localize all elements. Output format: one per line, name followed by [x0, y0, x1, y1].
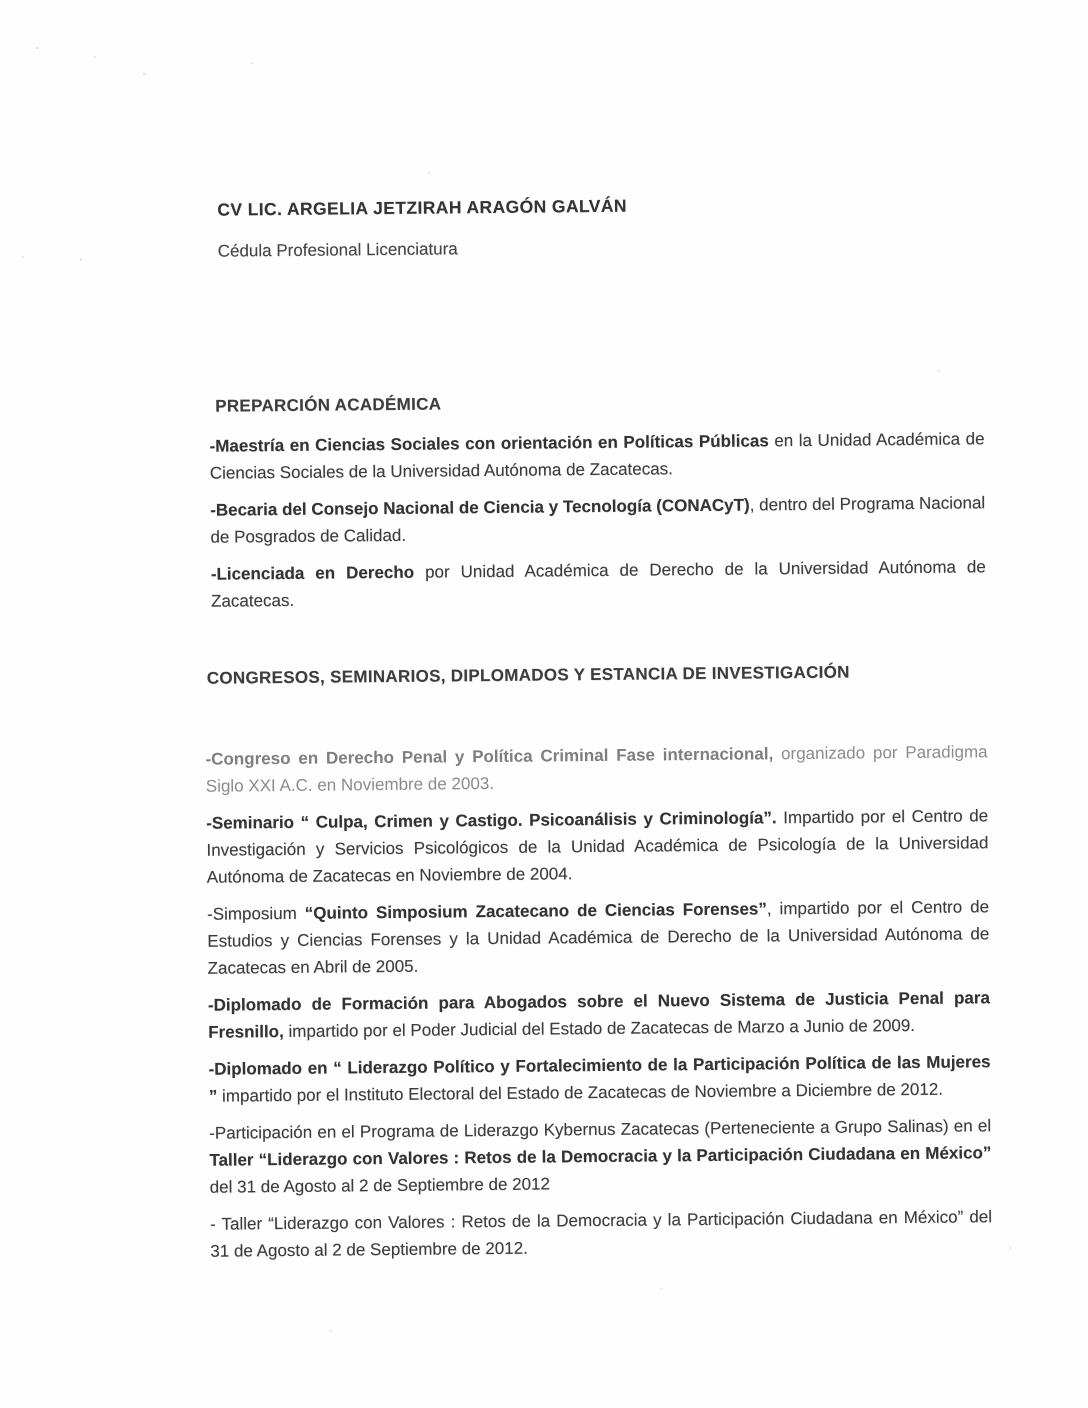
scan-speck — [660, 1288, 662, 1290]
paragraph-text: por Unidad Académica de Derecho de la Universidad Autónoma de Zacatecas. — [210, 557, 986, 611]
paragraph-text: en la Unidad Académica de Ciencias Sociales de la Universidad Autónoma de Zacatecas. — [209, 429, 985, 483]
paragraph-text: Impartido por el Centro de Investigación y Servicios Psicológicos de la Unidad Académica de Psicología de la Universidad Autónoma de Zacatecas en Noviembre de 2004. — [206, 806, 989, 887]
cv-content — [198, 0, 992, 1265]
paragraph-text: -Participación en el Programa de Liderazgo Kybernus Zacatecas (Perteneciente a Grupo Salinas) en el — [209, 1116, 992, 1143]
scan-speck — [36, 47, 39, 49]
scan-speck — [143, 73, 146, 75]
para-seminario — [206, 802, 989, 891]
paragraph-text: - Taller “Liderazgo con Valores : Retos de la Democracia y la Participación Ciudadana en México” del 31 de Agosto al 2 de Septiembre de 2012. — [209, 1207, 993, 1261]
paragraph-bold-text: -Seminario “ Culpa, Crimen y Castigo. Psicoanálisis y Criminología”. — [206, 808, 777, 833]
paragraph-bold-text: -Licenciada en Derecho — [210, 562, 415, 584]
paragraph-bold-text: -Maestría en Ciencias Sociales con orientación en Políticas Públicas — [209, 431, 769, 456]
para-diplomado-liderazgo — [208, 1048, 990, 1110]
scan-speck — [80, 258, 82, 261]
para-diplomado-formacion — [208, 984, 990, 1046]
cv-title: CV LIC. ARGELIA JETZIRAH ARAGÓN GALVÁN — [217, 195, 627, 220]
paragraph-bold-text: -Diplomado en “ Liderazgo Político y Fortalecimiento de la Participación Política de las Mujeres ” — [208, 1052, 991, 1106]
scan-speck — [22, 256, 24, 258]
para-becaria — [210, 489, 985, 550]
paragraph-bold-text: -Diplomado de Formación para Abogados sobre el Nuevo Sistema de Justicia Penal para Fresnillo, — [207, 988, 990, 1042]
scan-speck — [1009, 1247, 1011, 1249]
paragraph-text: , dentro del Programa Nacional de Posgrados de Calidad. — [210, 493, 986, 547]
paragraph-bold-text: -Becaria del Consejo Nacional de Ciencia y Tecnología (CONACyT) — [210, 495, 750, 520]
paragraph-text: organizado por Paradigma Siglo XXI A.C. en Noviembre de 2003. — [205, 742, 988, 796]
paragraph-bold-text: “Quinto Simposium Zacatecano de Ciencias Forenses” — [304, 899, 767, 923]
section-heading-congresos: CONGRESOS, SEMINARIOS, DIPLOMADOS Y ESTANCIA DE INVESTIGACIÓN — [206, 662, 850, 688]
paragraph-text: -Simposium — [206, 903, 305, 924]
para-simposium — [207, 893, 990, 982]
para-kybernus — [209, 1112, 992, 1201]
scan-speck — [330, 1330, 332, 1332]
cv-subtitle: Cédula Profesional Licenciatura — [217, 239, 458, 261]
paragraph-text: impartido por el Instituto Electoral del Estado de Zacatecas de Noviembre a Diciembre de 2012. — [217, 1079, 944, 1106]
paragraph-bold-text: -Congreso en Derecho Penal y Política Criminal Fase internacional, — [205, 744, 774, 769]
para-maestria — [209, 425, 984, 486]
para-congreso — [205, 738, 987, 800]
section-heading-preparacion-academica: PREPARCIÓN ACADÉMICA — [215, 394, 442, 416]
para-taller — [210, 1203, 992, 1265]
scan-speck — [94, 56, 96, 58]
paragraph-text: impartido por el Poder Judicial del Estado de Zacatecas de Marzo a Junio de 2009. — [283, 1015, 916, 1042]
paragraph-text: , impartido por el Centro de Estudios y Ciencias Forenses y la Unidad Académica de Derecho de la Universidad Autónoma de Zacatecas en Abril de 2005. — [207, 897, 990, 978]
paragraph-bold-text: Taller “Liderazgo con Valores : Retos de la Democracia y la Participación Ciudadana en México” — [209, 1143, 992, 1170]
para-licenciada — [211, 553, 986, 614]
paragraph-text: del 31 de Agosto al 2 de Septiembre de 2012 — [209, 1174, 551, 1197]
